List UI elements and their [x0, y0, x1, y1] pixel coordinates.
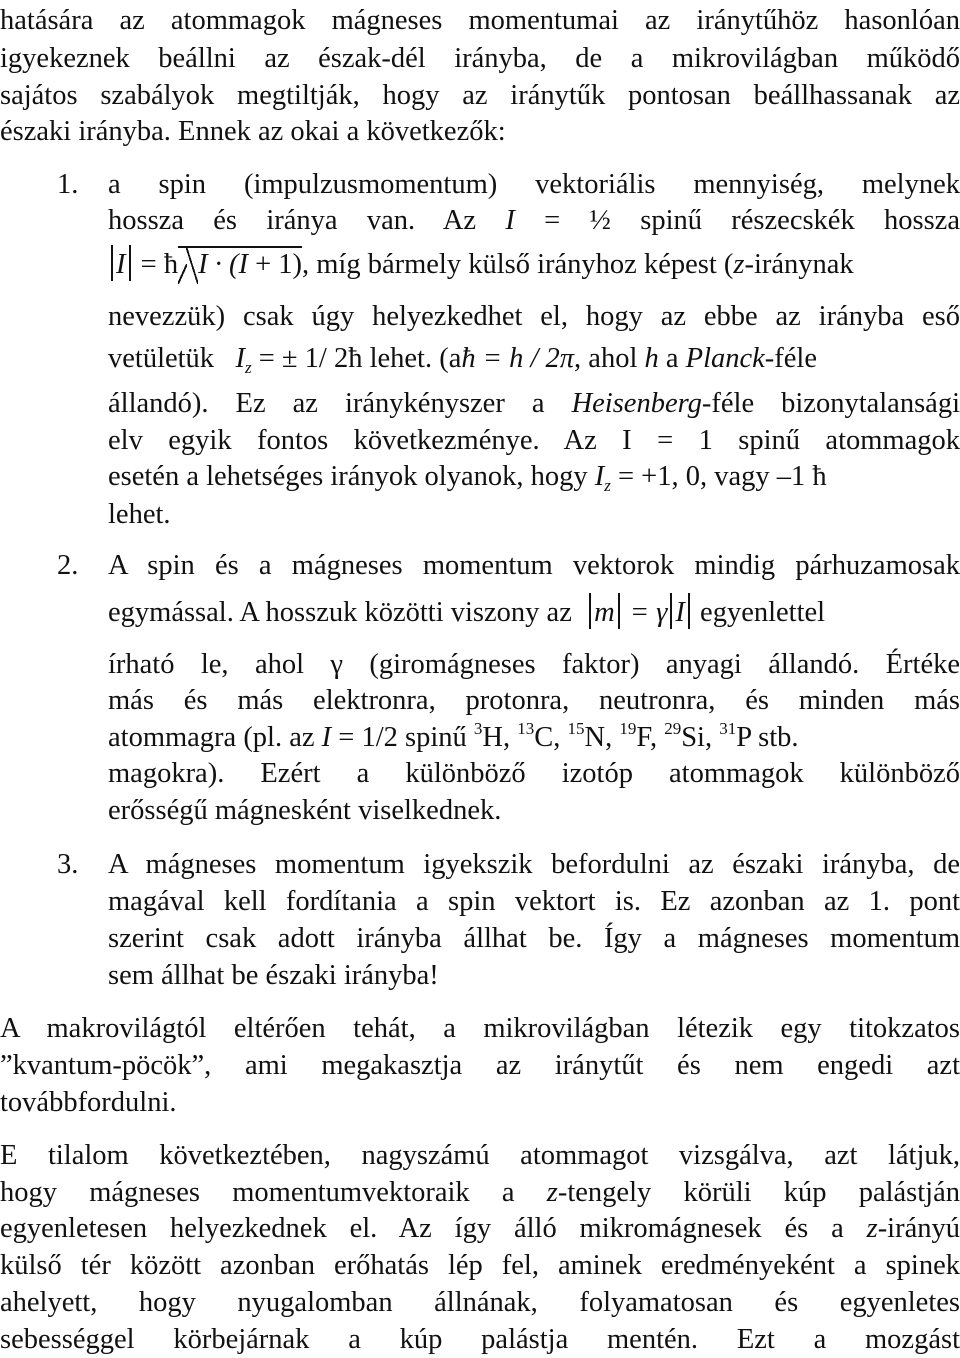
- list-number-3: 3.: [57, 849, 79, 880]
- item3-line-3: szerint csak adott irányba állhat be. Így a mágneses momentum: [108, 923, 960, 954]
- item2-line-6: magokra). Ezért a különböző izotóp atommagok különböző: [108, 758, 960, 789]
- item3-line-1: A mágneses momentum igyekszik befordulni az északi irányba, de: [108, 849, 960, 880]
- item2-line-7: erősségű mágnesként viselkednek.: [108, 795, 502, 826]
- item1-line-6: állandó). Ez az iránykényszer a Heisenberg-féle bizonytalansági: [108, 388, 960, 419]
- intro-line-3: sajátos szabályok megtiltják, hogy az iránytűk pontosan beállhassanak az: [0, 80, 960, 111]
- para2-line-6: sebességgel körbejárnak a kúp palástja mentén. Ezt a mozgást: [0, 1324, 960, 1355]
- para2-line-2: hogy mágneses momentumvektoraik a z-tengely körüli kúp palástján: [0, 1177, 960, 1208]
- item1-line-7: elv egyik fontos következménye. Az I = 1 spinű atommagok: [108, 425, 960, 456]
- isotope-symbol: $^{19}$F,: [619, 719, 658, 753]
- isotope-symbol: $^3$H,: [473, 719, 511, 753]
- item2-line-1: A spin és a mágneses momentum vektorok mindig párhuzamosak: [108, 550, 960, 581]
- square-root-symbol: I · (I + 1): [178, 246, 302, 282]
- para2-line-1: E tilalom következtében, nagyszámú atommagot vizsgálva, azt látjuk,: [0, 1140, 960, 1171]
- intro-line-1: hatására az atommagok mágneses momentumai az iránytűhöz hasonlóan: [0, 5, 960, 36]
- para1-line-3: továbbfordulni.: [0, 1087, 177, 1118]
- list-number-1: 1.: [57, 169, 79, 200]
- item2-line-4: más és más elektronra, protonra, neutronra, és minden más: [108, 685, 960, 716]
- para2-line-4: külső tér között azonban erőhatás lép fel, aminek eredményeként a spinek: [0, 1250, 960, 1281]
- list-number-2: 2.: [57, 550, 79, 581]
- isotope-symbol: $^{15}$N,: [567, 719, 613, 753]
- item1-line-9: lehet.: [108, 499, 171, 530]
- item3-line-4: sem állhat be északi irányba!: [108, 960, 439, 991]
- item1-line-5: vetületük $I_z$ = ± 1/ 2ħ lehet. (aħ = h / 2π, ahol h a Planck-féle: [108, 343, 817, 377]
- item2-line-3: írható le, ahol γ (giromágneses faktor) anyagi állandó. Értéke: [108, 649, 960, 680]
- intro-line-4: északi irányba. Ennek az okai a következők:: [0, 116, 506, 147]
- para1-line-2: ”kvantum-pöcök”, ami megakasztja az iránytűt és nem engedi azt: [0, 1050, 960, 1081]
- para2-line-5: ahelyett, hogy nyugalomban állnának, folyamatosan és egyenletes: [0, 1287, 960, 1318]
- item2-line-5: atommagra (pl. az I = 1/2 spinű $^3$H, $^{13}$C, $^{15}$N, $^{19}$F, $^{29}$Si, $^{31}$P stb.: [108, 719, 799, 753]
- item1-line-4: nevezzük) csak úgy helyezkedhet el, hogy az ebbe az irányba eső: [108, 301, 960, 332]
- intro-line-2: igyekeznek beállni az észak-dél irányba, de a mikrovilágban működő: [0, 43, 960, 74]
- item1-formula-line: I = ħ I · (I + 1), míg bármely külső irányhoz képest (z-iránynak: [108, 245, 960, 283]
- item1-line-1: a spin (impulzusmomentum) vektoriális mennyiség, melynek: [108, 169, 960, 200]
- para2-line-3: egyenletesen helyezkednek el. Az így álló mikromágnesek és a z-irányú: [0, 1213, 960, 1244]
- isotope-symbol: $^{13}$C,: [517, 719, 561, 753]
- isotope-symbol: $^{29}$Si,: [664, 719, 713, 753]
- isotope-list: [473, 719, 799, 753]
- spin-magnitude-formula: I = ħ I · (I + 1): [108, 249, 302, 280]
- item1-line-8: esetén a lehetséges irányok olyanok, hogy $I_z = +1$, 0, vagy –1 ħ: [108, 461, 827, 495]
- para1-line-1: A makrovilágtól eltérően tehát, a mikrovilágban létezik egy titokzatos: [0, 1013, 960, 1044]
- item1-line-2: hossza és iránya van. Az I = ½ spinű részecskék hossza: [108, 205, 960, 236]
- isotope-symbol: $^{31}$P stb.: [719, 719, 799, 753]
- item3-line-2: magával kell fordítania a spin vektort is. Ez azonban az 1. pont: [108, 886, 960, 917]
- item2-line-2: egymással. A hosszuk közötti viszony az m = γ I egyenlettel: [108, 593, 960, 631]
